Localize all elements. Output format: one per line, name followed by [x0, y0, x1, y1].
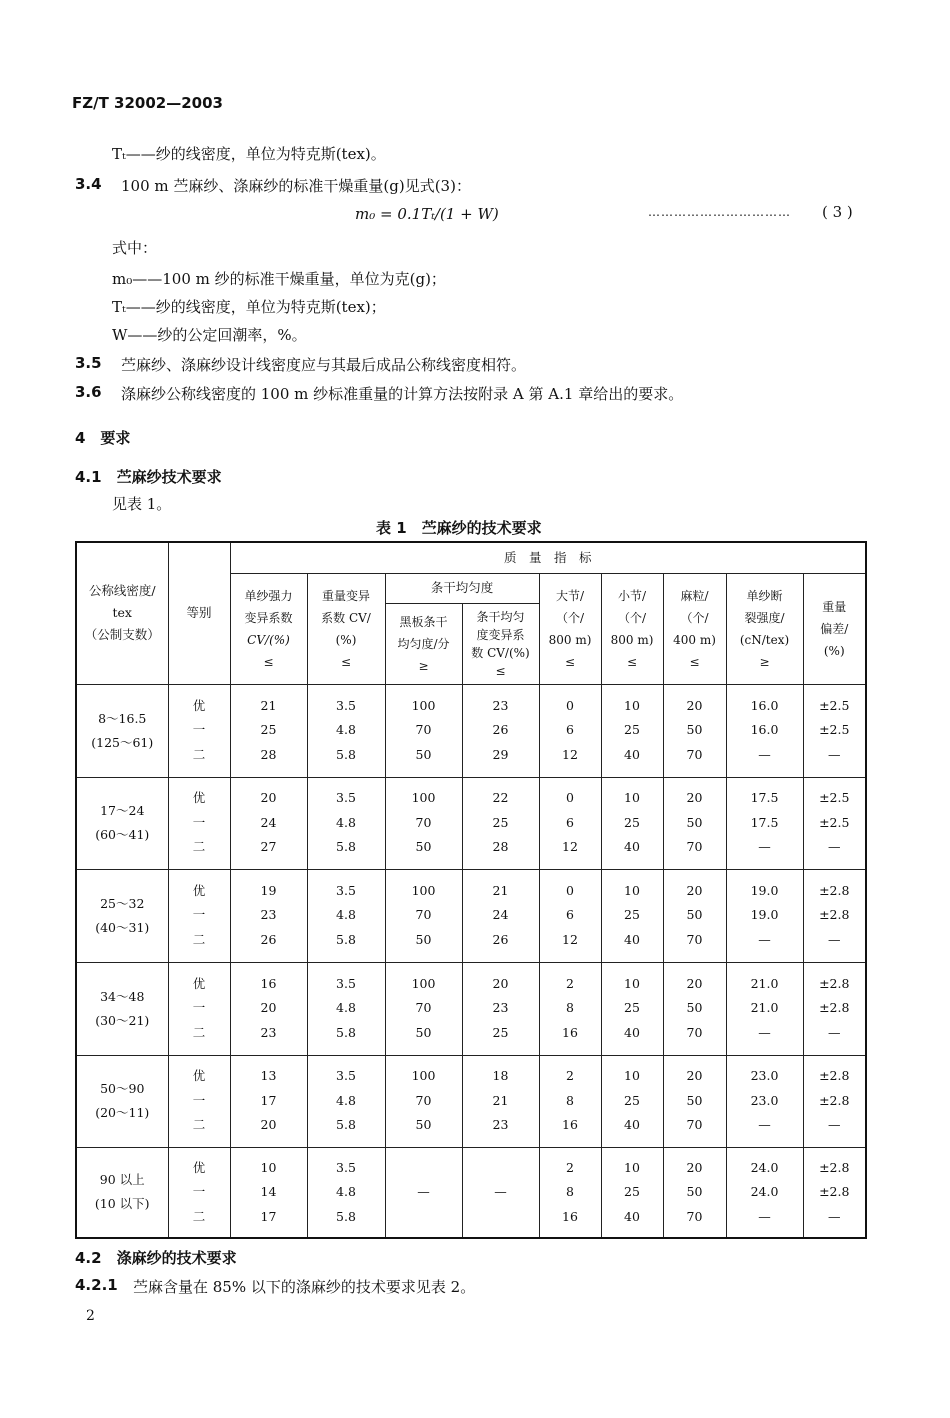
tenacity-cell: 21.0 21.0 — — [726, 962, 803, 1055]
dev-cell: ±2.8 ±2.8 — — [803, 869, 866, 962]
big-cell: 0 6 12 — [539, 777, 601, 869]
table-row — [76, 777, 866, 869]
cv-strength-cell: 21 25 28 — [230, 684, 307, 777]
grade-cell: 优 一 二 — [168, 1147, 230, 1238]
small-cell: 10 25 40 — [601, 1055, 663, 1147]
evenness-cv-cell: 22 25 28 — [462, 777, 539, 869]
cv-strength-cell: 20 24 27 — [230, 777, 307, 869]
header-evenness: 条干均匀度 — [385, 573, 539, 603]
tt-definition-top: Tₜ——纱的线密度，单位为特克斯(tex)。 — [112, 145, 386, 163]
section-3-6-number: 3.6 — [75, 383, 102, 401]
header-weight-deviation: 重量 偏差/ (%) — [803, 573, 866, 684]
density-cell: 50～90 (20～11) — [76, 1055, 168, 1147]
density-cell: 8～16.5 (125～61) — [76, 684, 168, 777]
neps-cell: 20 50 70 — [663, 777, 726, 869]
table-body — [76, 684, 866, 1238]
cv-strength-cell: 16 20 23 — [230, 962, 307, 1055]
neps-cell: 20 50 70 — [663, 869, 726, 962]
page-number: 2 — [86, 1308, 95, 1324]
cv-weight-cell: 3.5 4.8 5.8 — [307, 1055, 385, 1147]
header-neps: 麻粒/ （个/ 400 m) ≤ — [663, 573, 726, 684]
table-row — [76, 869, 866, 962]
blackboard-cell: 100 70 50 — [385, 962, 462, 1055]
big-cell: 0 6 12 — [539, 684, 601, 777]
big-cell: 2 8 16 — [539, 962, 601, 1055]
table-1-title: 表 1 苎麻纱的技术要求 — [376, 519, 542, 537]
neps-cell: 20 50 70 — [663, 684, 726, 777]
cv-weight-cell: 3.5 4.8 5.8 — [307, 684, 385, 777]
density-cell: 17～24 (60～41) — [76, 777, 168, 869]
table-row — [76, 684, 866, 777]
tt-definition: Tₜ——纱的线密度，单位为特克斯(tex)； — [112, 298, 386, 316]
tenacity-cell: 16.0 16.0 — — [726, 684, 803, 777]
blackboard-cell: 100 70 50 — [385, 869, 462, 962]
w-definition: W——纱的公定回潮率，%。 — [112, 326, 307, 344]
density-cell: 90 以上 (10 以下) — [76, 1147, 168, 1238]
section-4-1-heading: 4.1 苎麻纱技术要求 — [75, 468, 222, 486]
neps-cell: 20 50 70 — [663, 962, 726, 1055]
table-row — [76, 1055, 866, 1147]
dev-cell: ±2.5 ±2.5 — — [803, 684, 866, 777]
dev-cell: ±2.8 ±2.8 — — [803, 1147, 866, 1238]
header-grade: 等别 — [168, 542, 230, 684]
document-header: FZ/T 32002—2003 — [72, 94, 223, 112]
small-cell: 10 25 40 — [601, 777, 663, 869]
grade-cell: 优 一 二 — [168, 684, 230, 777]
header-small-slub: 小节/ （个/ 800 m) ≤ — [601, 573, 663, 684]
header-density: 公称线密度/ tex （公制支数） — [76, 542, 168, 684]
cv-strength-cell: 13 17 20 — [230, 1055, 307, 1147]
section-4-heading: 4 要求 — [75, 429, 131, 447]
neps-cell: 20 50 70 — [663, 1147, 726, 1238]
tenacity-cell: 17.5 17.5 — — [726, 777, 803, 869]
table-1 — [75, 541, 867, 1239]
table-row — [76, 962, 866, 1055]
small-cell: 10 25 40 — [601, 1147, 663, 1238]
small-cell: 10 25 40 — [601, 962, 663, 1055]
cv-weight-cell: 3.5 4.8 5.8 — [307, 777, 385, 869]
grade-cell: 优 一 二 — [168, 962, 230, 1055]
header-big-slub: 大节/ （个/ 800 m) ≤ — [539, 573, 601, 684]
dev-cell: ±2.8 ±2.8 — — [803, 962, 866, 1055]
density-cell: 34～48 (30～21) — [76, 962, 168, 1055]
evenness-cv-cell: 23 26 29 — [462, 684, 539, 777]
section-3-4-text: 100 m 苎麻纱、涤麻纱的标准干燥重量(g)见式(3)： — [121, 177, 471, 195]
table-row — [76, 1147, 866, 1238]
section-4-2-1-text: 苎麻含量在 85% 以下的涤麻纱的技术要求见表 2。 — [133, 1278, 476, 1296]
tenacity-cell: 24.0 24.0 — — [726, 1147, 803, 1238]
small-cell: 10 25 40 — [601, 869, 663, 962]
big-cell: 2 8 16 — [539, 1147, 601, 1238]
section-3-6-text: 涤麻纱公称线密度的 100 m 纱标准重量的计算方法按附录 A 第 A.1 章给出的要求。 — [121, 385, 684, 403]
evenness-cv-cell: 18 21 23 — [462, 1055, 539, 1147]
evenness-cv-cell: — — [462, 1147, 539, 1238]
header-quality: 质 量 指 标 — [230, 542, 866, 573]
formula-leader-dots: …………………………… — [648, 205, 791, 219]
neps-cell: 20 50 70 — [663, 1055, 726, 1147]
header-cv-weight: 重量变异 系数 CV/ (%) ≤ — [307, 573, 385, 684]
evenness-cv-cell: 20 23 25 — [462, 962, 539, 1055]
density-cell: 25～32 (40～31) — [76, 869, 168, 962]
cv-weight-cell: 3.5 4.8 5.8 — [307, 962, 385, 1055]
grade-cell: 优 一 二 — [168, 777, 230, 869]
tenacity-cell: 23.0 23.0 — — [726, 1055, 803, 1147]
tenacity-cell: 19.0 19.0 — — [726, 869, 803, 962]
section-3-5-text: 苎麻纱、涤麻纱设计线密度应与其最后成品公称线密度相符。 — [121, 356, 527, 374]
dev-cell: ±2.8 ±2.8 — — [803, 1055, 866, 1147]
cv-weight-cell: 3.5 4.8 5.8 — [307, 1147, 385, 1238]
formula-3: m₀ = 0.1Tₜ/(1 + W) — [355, 205, 499, 223]
dev-cell: ±2.5 ±2.5 — — [803, 777, 866, 869]
header-cv-strength: 单纱强力 变异系数 CV/(%) ≤ — [230, 573, 307, 684]
section-3-5-number: 3.5 — [75, 354, 102, 372]
grade-cell: 优 一 二 — [168, 869, 230, 962]
section-3-4-number: 3.4 — [75, 175, 102, 193]
big-cell: 0 6 12 — [539, 869, 601, 962]
where-label: 式中： — [112, 239, 158, 257]
small-cell: 10 25 40 — [601, 684, 663, 777]
cv-strength-cell: 19 23 26 — [230, 869, 307, 962]
header-blackboard: 黑板条干 均匀度/分 ≥ — [385, 603, 462, 684]
blackboard-cell: — — [385, 1147, 462, 1238]
cv-weight-cell: 3.5 4.8 5.8 — [307, 869, 385, 962]
blackboard-cell: 100 70 50 — [385, 684, 462, 777]
formula-number: ( 3 ) — [822, 203, 853, 221]
big-cell: 2 8 16 — [539, 1055, 601, 1147]
cv-strength-cell: 10 14 17 — [230, 1147, 307, 1238]
evenness-cv-cell: 21 24 26 — [462, 869, 539, 962]
section-4-2-heading: 4.2 涤麻纱的技术要求 — [75, 1249, 237, 1267]
header-evenness-cv: 条干均匀 度变异系 数 CV/(%) ≤ — [462, 603, 539, 684]
header-tenacity: 单纱断 裂强度/ (cN/tex) ≥ — [726, 573, 803, 684]
section-4-2-1-number: 4.2.1 — [75, 1276, 118, 1294]
blackboard-cell: 100 70 50 — [385, 1055, 462, 1147]
grade-cell: 优 一 二 — [168, 1055, 230, 1147]
blackboard-cell: 100 70 50 — [385, 777, 462, 869]
see-table-1: 见表 1。 — [112, 495, 172, 513]
m0-definition: m₀——100 m 纱的标准干燥重量，单位为克(g)； — [112, 270, 446, 288]
